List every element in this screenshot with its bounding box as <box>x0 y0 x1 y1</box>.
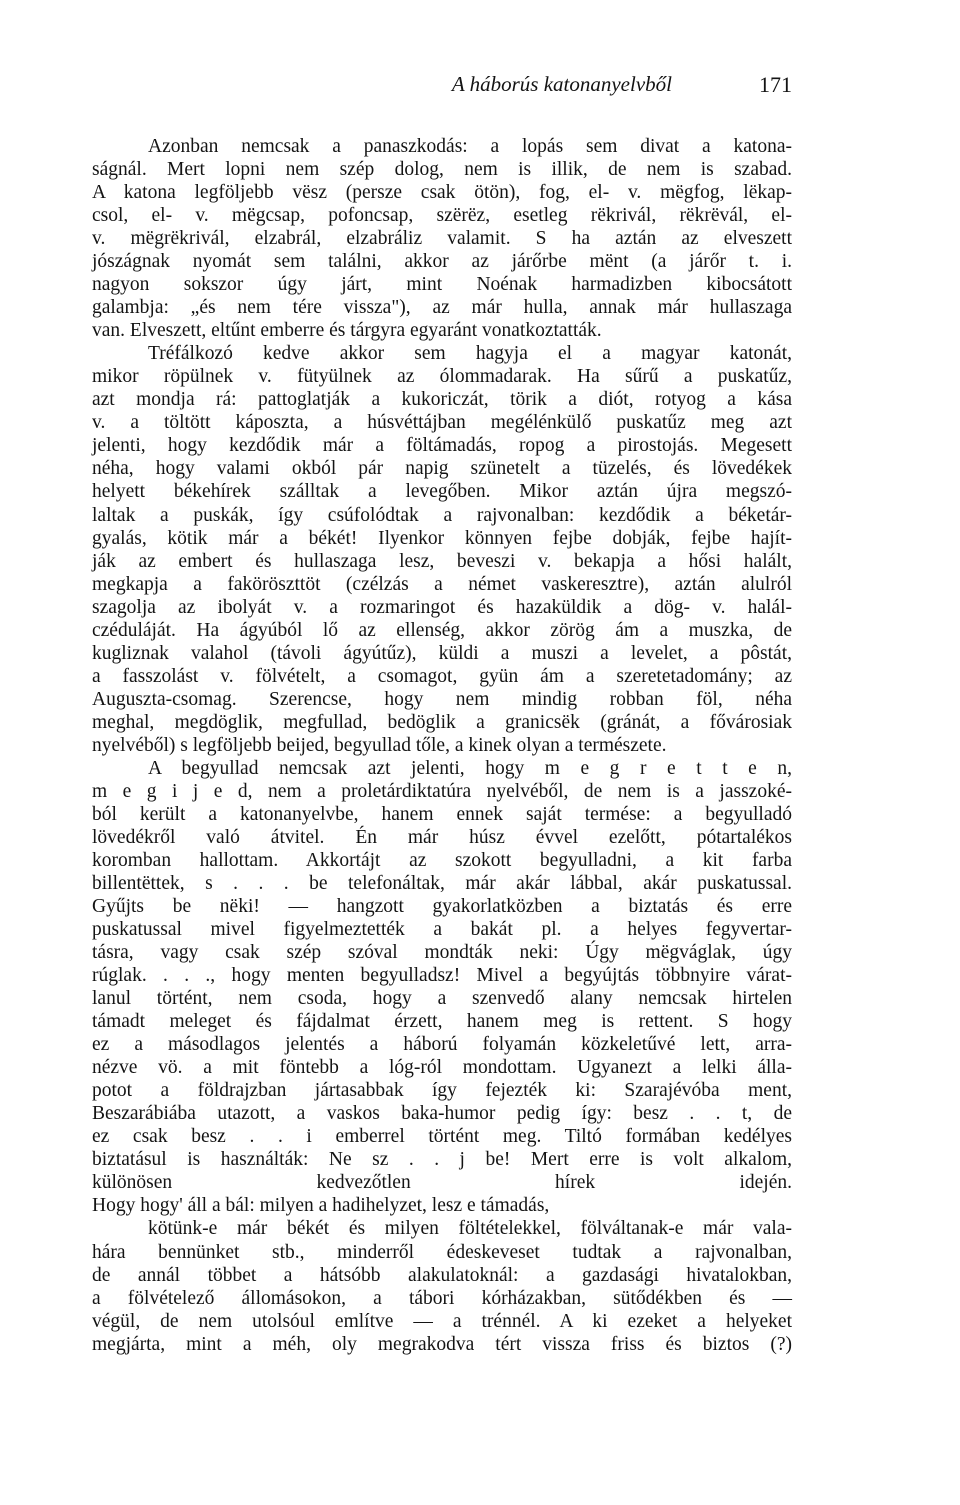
text-line: Hogy hogy' áll a bál: milyen a hadihelyzet, lesz e támadás, <box>92 1195 550 1217</box>
text-line: Gyűjts be nëki! — hangzott gyakorlatközben a biztatás és erre <box>92 896 792 918</box>
text-line: billentëttek, s . . . be telefonáltak, már akár lábbal, akár puskatussal. <box>92 873 792 894</box>
running-head <box>92 72 792 102</box>
text-line: helyett békehírek szálltak a levegőben. Mikor aztán újra megszó- <box>92 481 792 503</box>
text-line: puskatussal mivel figyelmeztették a bakát pl. a helyes fegyvertar- <box>92 919 792 941</box>
text-line: ból került a katonanyelvbe, hanem ennek saját termése: a begyulladó <box>92 803 792 825</box>
text-line: tásra, vagy csak szép szóval mondták neki: Úgy mëgváglak, úgy <box>92 942 792 964</box>
text-line: van. Elveszett, eltűnt emberre és tárgyra egyaránt vonatkoztatták. <box>92 320 602 342</box>
text-line: jószágnak nyomát sem találni, akkor az járőrbe mënt (a járőr t. i. <box>92 251 792 273</box>
text-line: támadt meleget és fájdalmat érzett, hanem meg is rettent. S hogy <box>92 1011 792 1033</box>
text-line: megjárta, mint a méh, oly megrakodva tért vissza friss és biztos (?) <box>92 1333 792 1355</box>
text-line: czéduláját. Ha ágyúból lő az ellenség, akkor zörög ám a muszka, de <box>92 619 792 641</box>
text-line: Azonban nemcsak a panaszkodás: a lopás sem divat a katona- <box>148 136 792 157</box>
text-line: lövedékről való átvitel. Én már húsz évvel ezelőtt, pótartalékos <box>92 826 792 848</box>
text-line: megkapja a faköröszttöt (czélzás a német vaskeresztre), aztán alulról <box>92 573 792 595</box>
text-line: kötünk-e már békét és milyen föltételekkel, fölváltanak-e már vala- <box>148 1218 792 1240</box>
text-line: Tréfálkozó kedve akkor sem hagyja el a magyar katonát, <box>148 343 792 365</box>
text-line: ez csak besz . . i emberrel történt meg. Tiltó formában kedélyes <box>92 1126 792 1148</box>
text-line: meghal, megdöglik, megfullad, bedöglik a granicsëk (gránát, a fővárosiak <box>92 711 792 733</box>
text-line: nagyon sokszor úgy járt, mint Noénak harmadizben kibocsátott <box>92 274 792 296</box>
text-line: A katona legföljebb vësz (persze csak ötön), fog, el- v. mëgfog, lëkap- <box>92 182 792 204</box>
text-line <box>92 1356 792 1379</box>
text-line: a fölvételező állomásokon, a tábori kórházakban, sütődékben és — <box>92 1287 792 1309</box>
text-line: laltak a puskák, így csúfolódtak a rajvonalban: kezdődik a béketár- <box>92 504 792 526</box>
page-number: 171 <box>759 72 792 97</box>
text-line: ságnál. Mert lopni nem szép dolog, nem is illik, de nem is szabad. <box>92 159 792 181</box>
text-line: m e g i j e d, nem a proletárdiktatúra nyelvéből, de nem is a jasszoké- <box>92 780 792 802</box>
text-line: csol, el- v. mëgcsap, pofoncsap, szërëz, esetleg rëkrivál, rëkrëvál, el- <box>92 205 792 227</box>
text-line: néha, hogy valami okból pár napig szünetelt a tüzelés, és lövedékek <box>92 458 792 480</box>
running-title: A háborús katonanyelvből <box>451 72 672 96</box>
text-line: Beszarábiába utazott, a vaskos baka-humor pedig így: besz . . t, de <box>92 1103 792 1125</box>
text-line: mikor röpülnek v. fütyülnek az ólommadarak. Ha sűrű a puskatűz, <box>92 366 792 388</box>
text-line: azt mondja rá: pattoglatják a kukoriczát, törik a diót, rotyog a kása <box>92 389 792 411</box>
text-line: ez a másodlagos jelentés a háború folyamán közkeletűvé lett, arra- <box>92 1034 792 1056</box>
text-line: jelenti, hogy kezdődik már a föltámadás, ropog a pirostojás. Megesett <box>92 435 792 457</box>
text-line: v. a töltött káposzta, a húsvéttájban megélénkülő puskatűz meg azt <box>92 412 792 434</box>
text-line: potot a földrajzban jártasabbak így fejezték ki: Szarajévóba ment, <box>92 1080 792 1102</box>
text-line: különösen kedvezőtlen hírek idején. <box>92 1172 792 1194</box>
text-line: nyelvéből) s legföljebb beijed, begyullad tőle, a kinek olyan a természete. <box>92 734 667 756</box>
text-line: lanul történt, nem csoda, hogy a szenvedő alany nemcsak hirtelen <box>92 988 792 1010</box>
body-text <box>92 135 792 1379</box>
text-line: rúglak. . . ., hogy menten begyulladsz! Mivel a begyújtás többnyire várat- <box>92 965 792 987</box>
text-line: a fasszolást v. fölvételt, a csomagot, gyün ám a szeretetadomány; az <box>92 665 792 687</box>
text-line: Auguszta-csomag. Szerencse, hogy nem mindig robban föl, néha <box>92 688 792 710</box>
text-line: végül, de nem utolsóul említve — a trénnél. A ki ezeket a helyeket <box>92 1310 792 1332</box>
text-line: biztatásul is használták: Ne sz . . j be! Mert erre is volt alkalom, <box>92 1149 792 1171</box>
text-line: A begyullad nemcsak azt jelenti, hogy m e g r e t t e n, <box>148 757 792 779</box>
text-line: szagolja az ibolyát v. a rozmaringot és hazaküldik a dög- v. halál- <box>92 596 792 618</box>
text-line: ják az embert és hullaszaga lesz, beveszi v. bekapja a hősi halált, <box>92 550 792 572</box>
text-line: galambja: „és nem tére vissza"), az már hulla, annak már hullaszaga <box>92 297 792 319</box>
text-line: v. mëgrëkrivál, elzabrál, elzabráliz valamit. S ha aztán az elveszett <box>92 228 792 250</box>
text-line: hára bennünket stb., minderről édeskeveset tudtak a rajvonalban, <box>92 1241 792 1263</box>
text-line: nézve vö. a mit föntebb a lóg-ról mondottam. Ugyanezt a lelki álla- <box>92 1057 792 1079</box>
text-line: de annál többet a hátsóbb alakulatoknál: a gazdasági hivatalokban, <box>92 1264 792 1286</box>
text-line: kugliznak valahol (távoli ágyútűz), küldi a muszi a levelet, a pôstát, <box>92 642 792 664</box>
text-line: gyalás, kötik már a békét! Ilyenkor könnyen fejbe dobják, fejbe hajít- <box>92 527 792 549</box>
text-line: koromban hallottam. Akkortájt az szokott begyulladni, a kit farba <box>92 849 792 871</box>
